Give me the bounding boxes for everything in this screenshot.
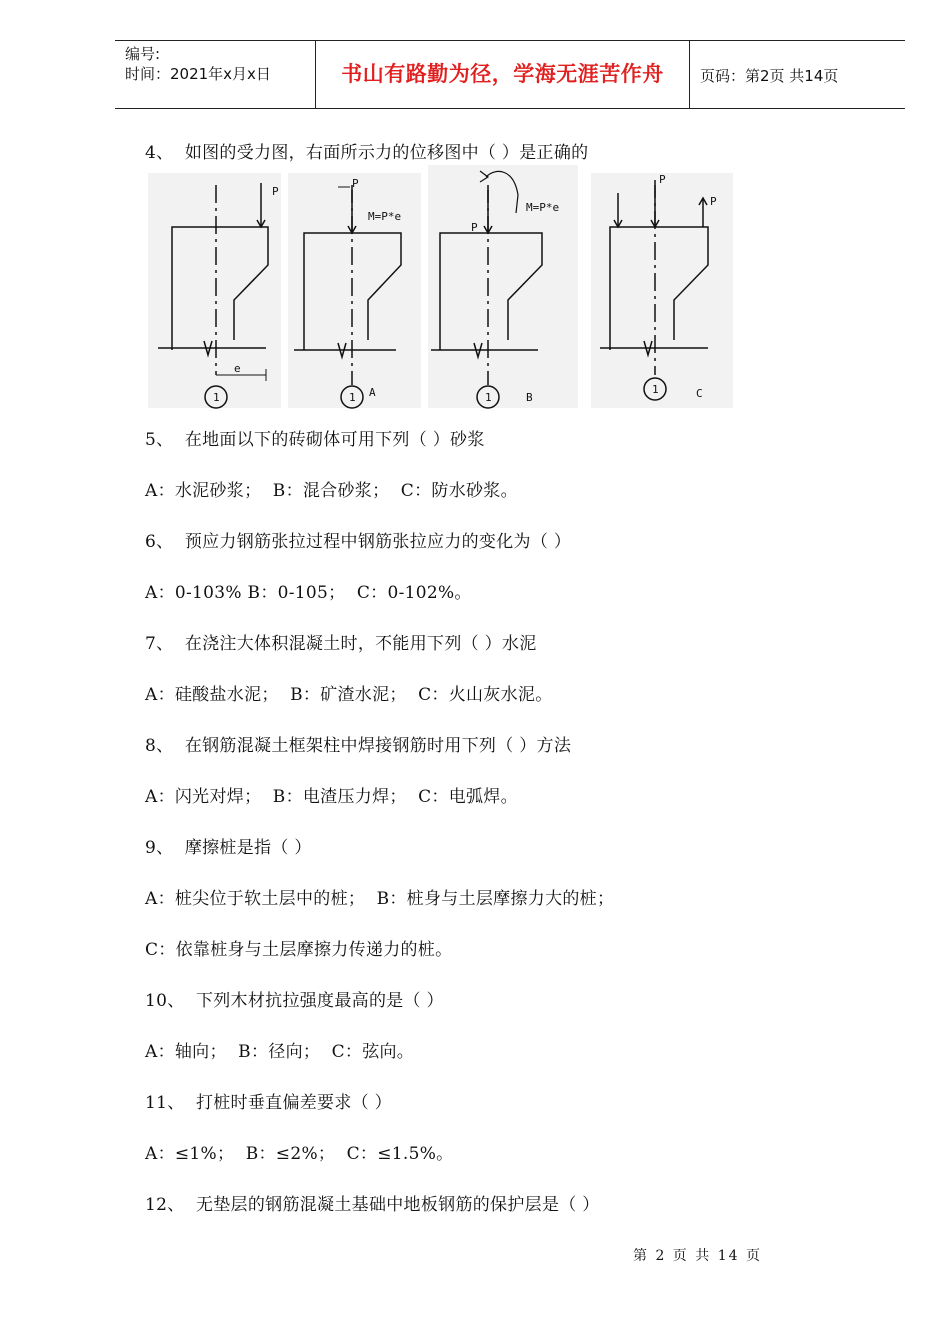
question-12-stem: 12、 无垫层的钢筋混凝土基础中地板钢筋的保护层是（ ） — [145, 1195, 600, 1215]
motto: 书山有路勤为径，学海无涯苦作舟 — [341, 62, 664, 86]
header-page-cell — [690, 41, 905, 108]
diagram-option-c — [591, 173, 733, 408]
label-p-a: P — [352, 177, 359, 190]
page-footer: 第 2 页 共 14 页 — [633, 1248, 762, 1264]
serial-number-label: 编号: — [125, 45, 161, 63]
question-9-options-1: A：桩尖位于软土层中的桩； B：桩身与土层摩擦力大的桩； — [145, 889, 615, 909]
question-8-options: A：闪光对焊； B：电渣压力焊； C：电弧焊。 — [145, 787, 518, 807]
question-9-stem: 9、 摩擦桩是指（ ） — [145, 838, 312, 858]
question-11-options: A：≤1%； B：≤2%； C：≤1.5%。 — [145, 1144, 454, 1164]
date-label: 时间：2021年x月x日 — [125, 65, 271, 83]
force-diagram-figure — [148, 165, 733, 413]
header-motto-cell — [316, 41, 690, 108]
label-eccentricity: e — [234, 362, 241, 375]
option-label-b: B — [526, 391, 533, 404]
question-4-stem: 4、 如图的受力图，右面所示力的位移图中（ ）是正确的 — [145, 143, 589, 163]
label-moment-b: M=P*e — [526, 201, 560, 214]
question-5-options: A：水泥砂浆； B：混合砂浆； C：防水砂浆。 — [145, 481, 518, 501]
axis-label-a: 1 — [349, 391, 356, 404]
question-8-stem: 8、 在钢筋混凝土框架柱中焊接钢筋时用下列（ ）方法 — [145, 736, 572, 756]
axis-label-b: 1 — [485, 391, 492, 404]
label-p-c: P — [659, 173, 666, 186]
diagram-option-a — [288, 173, 421, 408]
diagram-original — [148, 173, 281, 408]
page-number-info: 页码：第2页 共14页 — [700, 67, 839, 85]
question-7-options: A：硅酸盐水泥； B：矿渣水泥； C：火山灰水泥。 — [145, 685, 553, 705]
option-label-c: C — [696, 387, 703, 400]
question-7-stem: 7、 在浇注大体积混凝土时，不能用下列（ ）水泥 — [145, 634, 537, 654]
label-p-original: P — [272, 185, 279, 198]
question-11-stem: 11、 打桩时垂直偏差要求（ ） — [145, 1093, 392, 1113]
option-label-a: A — [369, 386, 376, 399]
question-10-options: A：轴向； B：径向； C：弦向。 — [145, 1042, 415, 1062]
header-meta — [115, 41, 316, 108]
question-6-stem: 6、 预应力钢筋张拉过程中钢筋张拉应力的变化为（ ） — [145, 532, 572, 552]
force-diagrams-svg — [148, 165, 733, 413]
label-p-b: P — [471, 221, 478, 234]
label-p-c-up: P — [710, 195, 717, 208]
axis-label-original: 1 — [213, 391, 220, 404]
axis-label-c: 1 — [652, 383, 659, 396]
page-header — [115, 40, 905, 109]
question-5-stem: 5、 在地面以下的砖砌体可用下列（ ）砂浆 — [145, 430, 485, 450]
question-9-options-2: C：依靠桩身与土层摩擦力传递力的桩。 — [145, 940, 453, 960]
label-moment-a: M=P*e — [368, 210, 402, 223]
question-10-stem: 10、 下列木材抗拉强度最高的是（ ） — [145, 991, 444, 1011]
question-6-options: A：0-103% B：0-105； C：0-102%。 — [145, 583, 472, 603]
